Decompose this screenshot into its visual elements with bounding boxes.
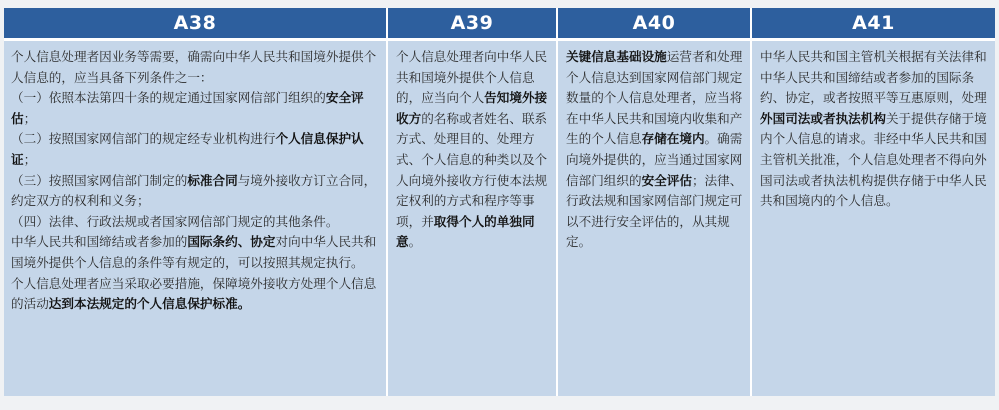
text-segment: 。确需向境外提供的，应当通过国家网信部门组织的 (566, 131, 743, 188)
column-header: A40 (558, 8, 750, 38)
text-segment: ； (23, 110, 37, 126)
text-segment: 运营者和处理个人信息达到国家网信部门规定数量的个人信息处理者，应当将在中华人民共和国境内收集和产生的个人信息 (566, 49, 743, 147)
emphasis-text: 存储在境内 (641, 131, 705, 147)
column-header: A41 (752, 8, 995, 38)
text-segment: （三）按照国家网信部门制定的 (11, 172, 188, 188)
column-a38 (4, 8, 386, 396)
column-header: A39 (388, 8, 556, 38)
text-segment: 对向中华人民共和国境外提供个人信息的条件等有规定的，可以按照其规定执行。 (11, 234, 377, 270)
text-segment: ；法律、行政法规和国家网信部门规定可以不进行安全评估的，从其规定。 (566, 172, 743, 250)
text-segment: （二）按照国家网信部门的规定经专业机构进行 (11, 131, 276, 147)
column-a40 (558, 8, 750, 396)
emphasis-text: 个人信息保护认证 (11, 131, 364, 167)
comparison-table (4, 8, 995, 396)
emphasis-text: 国际条约、协定 (187, 234, 276, 250)
article-text (566, 47, 744, 253)
column-body (558, 41, 750, 396)
text-segment: 个人信息处理者因业务等需要，确需向中华人民共和国境外提供个人信息的，应当具备下列条件之一： (11, 49, 377, 85)
text-segment: 的名称或者姓名、联系方式、处理目的、处理方式、个人信息的种类以及个人向境外接收方行使本法规定权利的方式和程序等事项，并 (396, 110, 548, 229)
column-body (4, 41, 386, 396)
emphasis-text: 告知境外接收方 (396, 90, 548, 126)
emphasis-text: 外国司法或者执法机构 (760, 110, 886, 126)
article-text (396, 47, 550, 253)
column-body (388, 41, 556, 396)
text-segment: 中华人民共和国主管机关根据有关法律和中华人民共和国缔结或者参加的国际条约、协定，或者按照平等互惠原则，处理 (760, 49, 987, 106)
text-segment: 个人信息处理者应当采取必要措施，保障境外接收方处理个人信息的活动 (11, 275, 377, 312)
text-segment: （四）法律、行政法规或者国家网信部门规定的其他条件。 (11, 213, 339, 229)
column-a39 (388, 8, 556, 396)
emphasis-text: 标准合同 (187, 172, 238, 188)
emphasis-text: 安全评估 (11, 90, 364, 126)
emphasis-text: 关键信息基础设施 (566, 49, 667, 64)
article-text (760, 47, 989, 212)
emphasis-text: 达到本法规定的个人信息保护标准。 (48, 296, 251, 312)
text-segment: 中华人民共和国缔结或者参加的 (11, 234, 188, 250)
column-header: A38 (4, 8, 386, 38)
column-a41 (752, 8, 995, 396)
text-segment: 。 (408, 234, 422, 250)
text-segment: 与境外接收方订立合同，约定双方的权利和义务； (11, 172, 377, 209)
emphasis-text: 安全评估 (641, 172, 692, 188)
article-text (11, 47, 380, 315)
text-segment: 个人信息处理者向中华人民共和国境外提供个人信息的，应当向个人 (396, 49, 548, 106)
text-segment: （一）依照本法第四十条的规定通过国家网信部门组织的 (11, 90, 326, 106)
text-segment: 关于提供存储于境内个人信息的请求。非经中华人民共和国主管机关批准，个人信息处理者不得向外国司法或者执法机构提供存储于中华人民共和国境内的个人信息。 (760, 110, 987, 209)
column-body (752, 41, 995, 396)
text-segment: ； (23, 151, 37, 167)
emphasis-text: 取得个人的单独同意 (396, 213, 535, 250)
